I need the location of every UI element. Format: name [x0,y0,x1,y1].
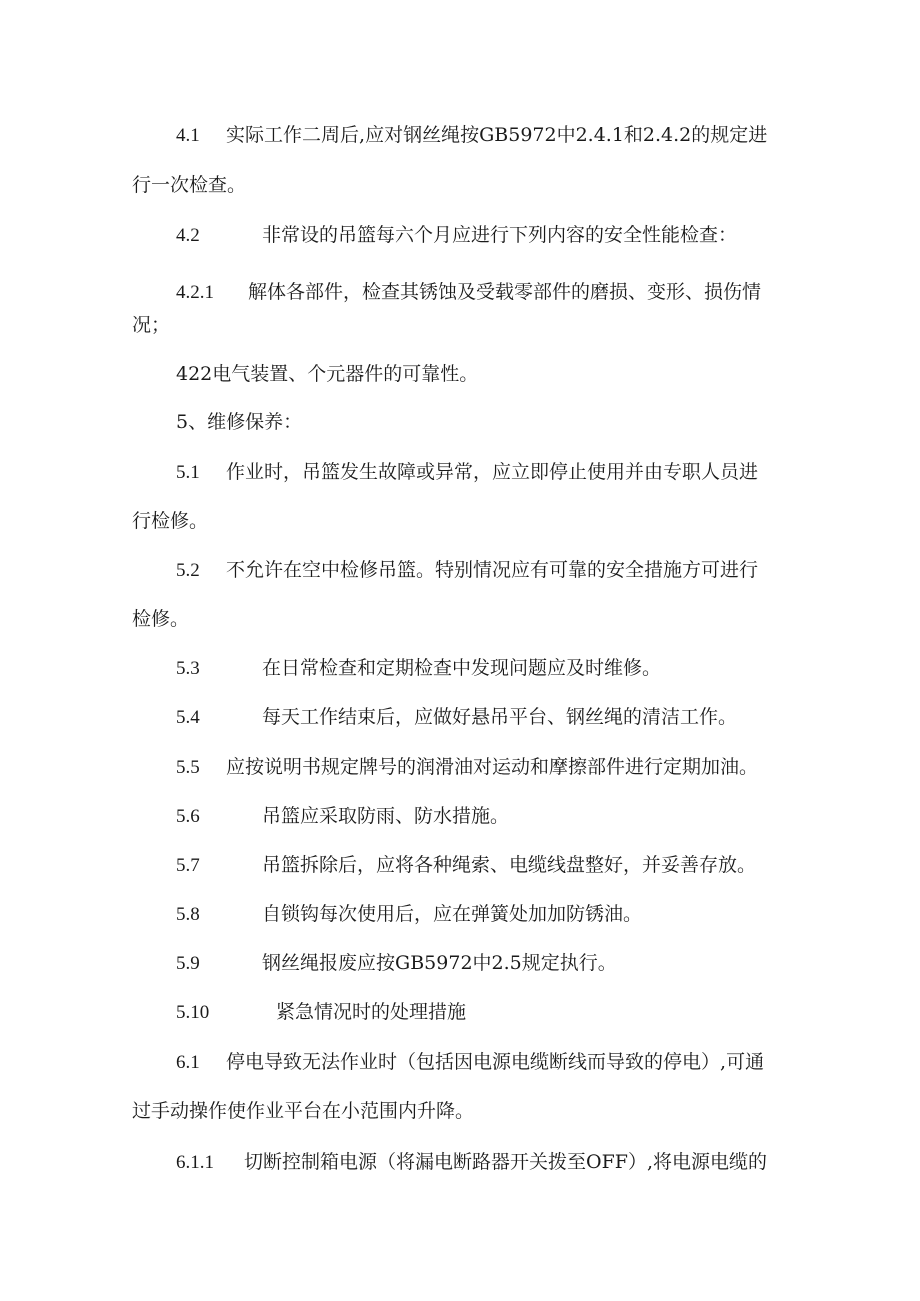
paragraph-text: 不允许在空中检修吊篮。特别情况应有可靠的安全措施方可进行 [226,559,759,581]
paragraph-5-6 [176,807,509,826]
paragraph-text: 作业时，吊篮发生故障或异常，应立即停止使用并由专职人员进 [226,461,759,483]
section-number: 5.2 [176,560,200,581]
section-number: 5.9 [176,953,200,974]
section-number: 6.1.1 [176,1152,214,1173]
paragraph-4-2-1-continuation [132,316,170,335]
paragraph-6-1-1 [176,1153,767,1172]
paragraph-text: 422电气装置、个元器件的可靠性。 [176,363,479,385]
section-number: 4.2.1 [176,282,214,303]
paragraph-text: 在日常检查和定期检查中发现问题应及时维修。 [262,657,662,679]
section-heading-text: 5、维修保养： [176,411,303,433]
paragraph-text: 切断控制箱电源（将漏电断路器开关拨至OFF）,将电源电缆的 [244,1151,768,1173]
paragraph-text: 况； [132,314,171,336]
paragraph-5-2-continuation [132,610,189,629]
paragraph-5-4 [176,708,737,727]
section-number: 5.10 [176,1002,210,1023]
paragraph-text: 吊篮应采取防雨、防水措施。 [262,805,510,827]
paragraph-5-7 [176,856,756,875]
paragraph-5-3 [176,659,661,678]
paragraph-text: 钢丝绳报废应按GB5972中2.5规定执行。 [262,952,617,974]
paragraph-6-1 [176,1053,764,1072]
paragraph-5-10 [176,1003,466,1022]
paragraph-text: 停电导致无法作业时（包括因电源电缆断线而导致的停电）,可通 [226,1051,765,1073]
section-number: 5.8 [176,904,200,925]
section-heading-5 [176,413,302,432]
section-number: 4.1 [176,125,200,146]
paragraph-4-2 [176,226,737,245]
paragraph-5-9 [176,954,617,973]
paragraph-5-5 [176,758,758,777]
section-number: 4.2 [176,225,200,246]
paragraph-text: 每天工作结束后，应做好悬吊平台、钢丝绳的清洁工作。 [262,706,738,728]
paragraph-text: 检修。 [132,608,190,630]
paragraph-text: 吊篮拆除后，应将各种绳索、电缆线盘整好，并妥善存放。 [262,854,757,876]
section-number: 5.1 [176,462,200,483]
paragraph-text: 自锁钩每次使用后，应在弹簧处加加防锈油。 [262,903,643,925]
section-number: 5.3 [176,658,200,679]
paragraph-5-1 [176,463,758,482]
paragraph-text: 行检修。 [132,510,209,532]
paragraph-text: 非常设的吊篮每六个月应进行下列内容的安全性能检查： [262,224,738,246]
paragraph-5-2 [176,561,758,580]
section-number: 6.1 [176,1052,200,1073]
paragraph-text: 行一次检查。 [132,174,247,196]
paragraph-5-8 [176,905,642,924]
section-number: 5.6 [176,806,200,827]
section-number: 5.5 [176,757,200,778]
paragraph-4-1-continuation [132,176,246,195]
section-number: 5.7 [176,855,200,876]
paragraph-6-1-continuation [132,1102,474,1121]
paragraph-text: 解体各部件，检查其锈蚀及受载零部件的磨损、变形、损伤情 [248,281,762,303]
paragraph-5-1-continuation [132,512,208,531]
paragraph-text: 应按说明书规定牌号的润滑油对运动和摩擦部件进行定期加油。 [226,756,759,778]
paragraph-text: 紧急情况时的处理措施 [276,1001,467,1023]
paragraph-text: 实际工作二周后,应对钢丝绳按GB5972中2.4.1和2.4.2的规定进 [226,124,768,146]
paragraph-4-2-1 [176,283,761,302]
section-number: 5.4 [176,707,200,728]
paragraph-4-2-2 [176,365,478,384]
paragraph-text: 过手动操作使作业平台在小范围内升降。 [132,1100,475,1122]
paragraph-4-1 [176,126,767,145]
